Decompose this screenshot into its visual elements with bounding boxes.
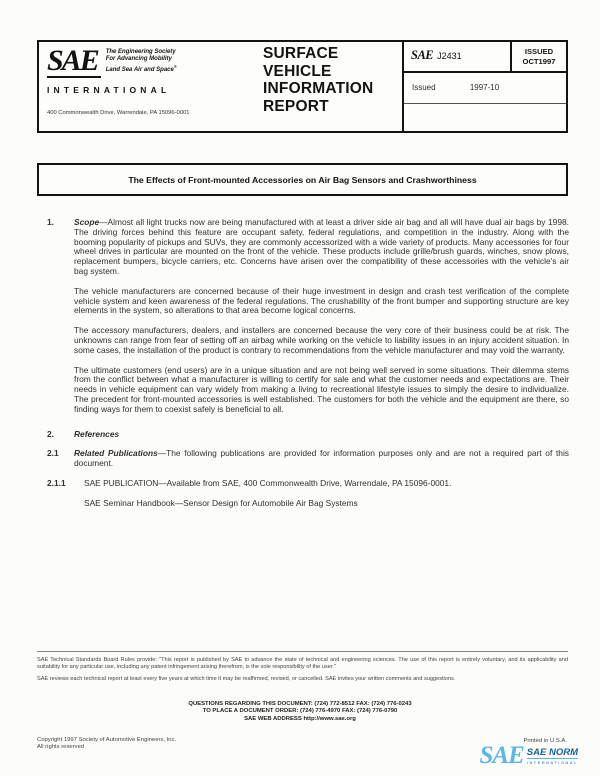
document-title: The Effects of Front-mounted Accessories on Air Bag Sensors and Crashworthiness [37,163,568,196]
issued-label: Issued [412,83,436,92]
paragraph: The ultimate customers (end users) are in a unique situation and are not being well served in some situations. Their dilemma stems from the conflict between what a manufacturer is willing to certify for sale and what the customer needs and expectations are. Their needs in vehicle equipment can vary widely from making a living to recreational lifestyle issues to simply the desire to individualize. The precedent for front-mounted accessories is well established. The customers for both the vehicle and the equipment are there, so finding ways for them to coexist safely is beneficial to all. [74,364,569,414]
sae-web-url: http://www.sae.org [303,715,356,722]
tagline-line: Land Sea Air and Space® [105,64,177,74]
printed-in-label: Printed in U.S.A. [523,738,567,744]
fineprint-paragraph: SAE Technical Standards Board Rules provide: "This report is published by SAE to advance the state of technical and engineering sciences. The use of this report is entirely voluntary, and its applicability and suitability for any particular use, including any patent infringement arising therefrom, is the sole responsibility of the user." [37,657,568,670]
section-heading: Scope [74,217,100,227]
sae-norm-logo [479,742,578,769]
handbook-reference: SAE Seminar Handbook—Sensor Design for Automobile Air Bag Systems [84,497,358,508]
section-references [37,430,569,440]
sae-tagline [106,46,177,78]
contact-web [0,716,600,723]
section-related-publications [37,449,569,469]
footer-divider [37,651,568,652]
document-body [37,218,569,519]
copyright-line: Copyright 1997 Society of Automotive Engineers, Inc. [37,737,177,743]
publisher-address: 400 Commonwealth Drive, Warrendale, PA 15096-0001 [47,110,190,116]
section-number: 2. [47,428,54,439]
footer-contact [0,701,600,723]
sae-norm-brand-icon: SAE [479,742,524,769]
issued-value: 1997-10 [469,83,500,92]
doc-type-block [251,42,402,131]
section-number: 2.1 [47,448,59,459]
issued-date-row [404,73,566,104]
sae-norm-name: SAE NORM [526,747,578,758]
registered-mark-icon: ® [173,64,177,70]
copyright-block [37,737,176,751]
document-header [37,40,568,133]
rights-line: All rights reserved [37,744,85,751]
sae-international-label: INTERNATIONAL [47,85,171,95]
web-address-label: SAE WEB ADDRESS [244,715,302,722]
section-number: 2.1.1 [47,477,66,488]
section-text: SAE PUBLICATION—Available from SAE, 400 Commonwealth Drive, Warrendale, PA 15096-0001. [84,477,452,488]
section-scope [37,218,569,277]
section-text: —Almost all light trucks now are being manufactured with at least a driver side air bag and all will have dual air bags by 1998. The driving forces behind this feature are occupant safety, federal regulations, and competition in the industry. Along with the booming popularity of pickups and SUVs, they are commonly accessorized with a wide variety of products. Many accessories for four wheel drives in particular are mounted on the front of the vehicle. These products include grille/brush guards, winches, snow plows, replacement bumpers, bicycle carriers, etc. Concerns have arisen over the compatibility of these accessories with the vehicle's air bag system. [74,217,569,276]
tagline-line: For Advancing Mobility [105,56,172,63]
section-heading: Related Publications [74,448,158,459]
footer-fineprint [37,657,568,688]
document-number: SAE J2431 [411,48,462,62]
publisher-block [39,42,251,131]
fineprint-paragraph: SAE reviews each technical report at least every five years at which time it may be reaffirmed, revised, or cancelled. SAE invites your written comments and suggestions. [37,675,456,682]
tagline-line: The Engineering Society [105,49,176,55]
issued-stamp: ISSUED OCT1997 [510,42,566,71]
section-sae-publication [37,479,569,489]
sae-norm-subtitle: INTERNATIONAL [526,761,578,765]
section-number: 1. [47,217,54,227]
contact-questions: QUESTIONS REGARDING THIS DOCUMENT: (724) 772-8512 FAX: (724) 776-0243 [188,701,412,707]
doc-meta-block [402,42,566,131]
doc-type-title: SURFACE VEHICLE INFORMATION REPORT [263,45,374,115]
document-number-value: J2431 [437,51,462,61]
contact-order: TO PLACE A DOCUMENT ORDER: (724) 776-4970 FAX: (724) 776-0790 [202,708,398,715]
section-text: —The following publications are provided for information purposes only and are not a required part of this document. [74,448,569,469]
section-heading: References [74,428,120,439]
sae-logo: SAE [47,46,101,78]
paragraph: The accessory manufacturers, dealers, and installers are concerned because the very core of their business could be at risk. The unknowns can range from fear of setting off an airbag while working on the vehicle to liability issues in an injury accident situation. In some cases, the installation of the product is contrary to recommendations from the vehicle manufacturer and may void the warranty. [74,325,569,355]
paragraph: The vehicle manufacturers are concerned because of their huge investment in design and crash test verification of the complete vehicle system and keen awareness of the federal regulations. The crushability of the front bumper and supporting structure are key elements in the system, so alterations to that area become logical concerns. [74,285,569,316]
